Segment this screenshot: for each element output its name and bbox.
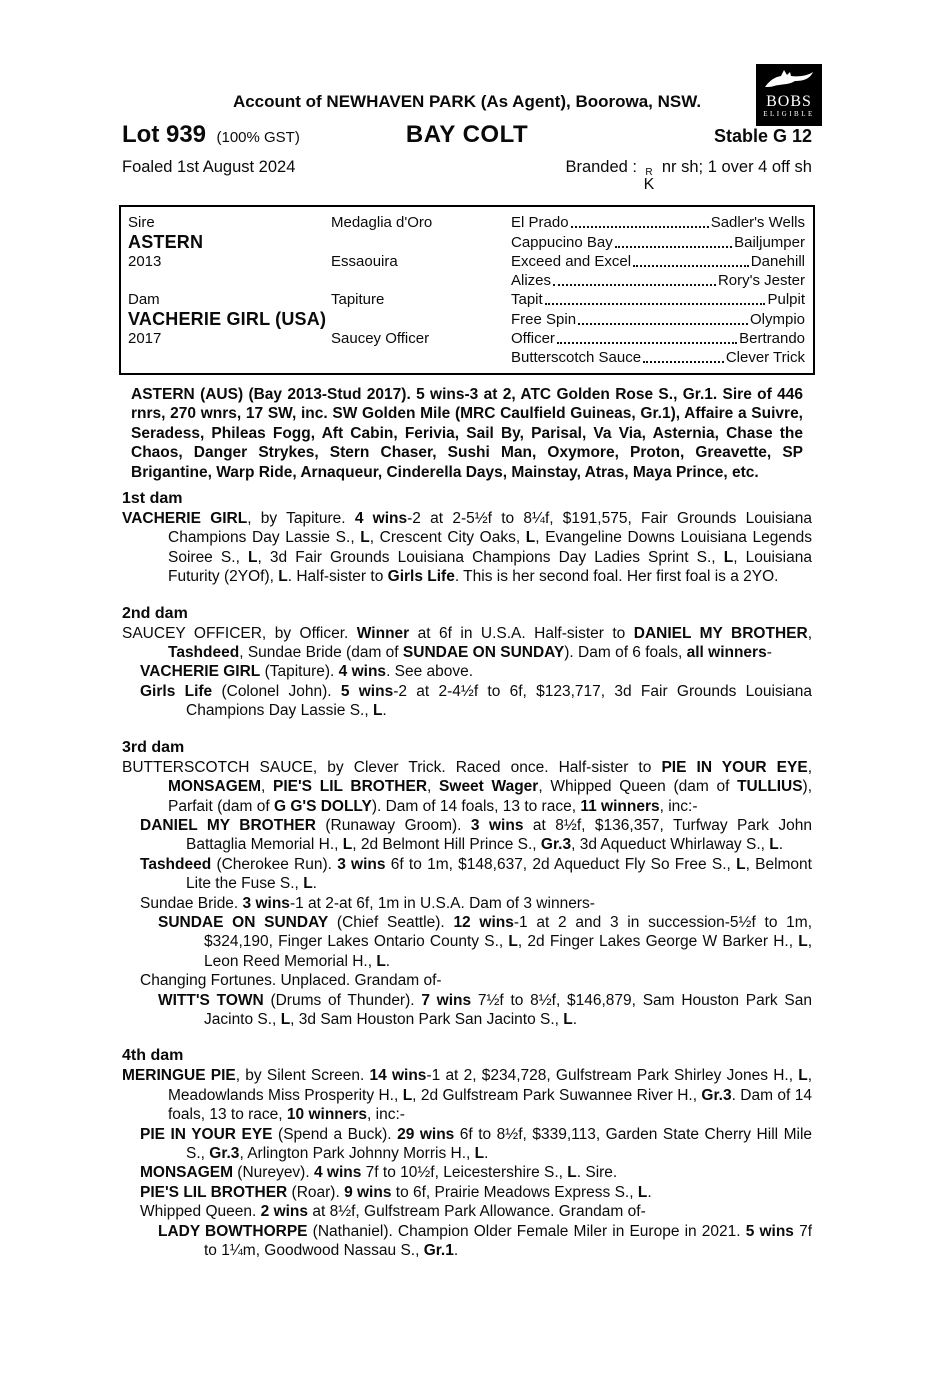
dot-leader (571, 226, 709, 228)
section-1st-dam (122, 489, 812, 587)
dot-leader (557, 342, 737, 344)
pedigree-entry: PIE'S LIL BROTHER (Roar). 9 wins to 6f, Prairie Meadows Express S., L. (140, 1183, 652, 1201)
dot-leader (578, 323, 748, 325)
pedigree-entry: WITT'S TOWN (Drums of Thunder). 7 wins 7½f to 8½f, $146,879, Sam Houston Park San Jacinto S., L, 3d Sam Houston Park San Jacinto S., L. (158, 991, 812, 1028)
bobs-logo-text: BOBS (766, 93, 812, 110)
gst-note: (100% GST) (216, 129, 300, 146)
pedigree-entry: SUNDAE ON SUNDAY (Chief Seattle). 12 wins-1 at 2 and 3 in succession-5½f to 1m, $324,190, Finger Lakes Ontario County S., L, 2d Finger Lakes George W Barker H., L, Leon Reed Memorial H., L. (158, 913, 812, 970)
sire-label: Sire (128, 213, 155, 231)
dam-year: 2017 (128, 330, 162, 348)
dam-of-sire: Essaouira (331, 253, 398, 271)
dam-name: VACHERIE GIRL (USA) (128, 308, 327, 329)
dam-of-dam: Saucey Officer (331, 330, 430, 348)
pedigree-leader-row: Officer Bertrando (511, 330, 805, 348)
pedigree-table (119, 205, 815, 375)
pedigree-entry: DANIEL MY BROTHER (Runaway Groom). 3 wins at 8½f, $136,357, Turfway Park John Battaglia Memorial H., L, 2d Belmont Hill Prince S., Gr.3, 3d Aqueduct Whirlaway S., L. (140, 816, 812, 854)
section-heading: 2nd dam (122, 604, 188, 622)
pedigree-entry: Sundae Bride. 3 wins-1 at 2-at 6f, 1m in U.S.A. Dam of 3 winners- (140, 894, 595, 912)
lot-row (122, 121, 812, 149)
pedigree-entry: BUTTERSCOTCH SAUCE, by Clever Trick. Raced once. Half-sister to PIE IN YOUR EYE, MONSAGEM, PIE'S LIL BROTHER, Sweet Wager, Whipped Queen (dam of TULLIUS), Parfait (dam of G G'S DOLLY). Dam of 14 foals, 13 to race, 11 winners, inc:- (122, 758, 812, 815)
sire-year: 2013 (128, 253, 162, 271)
pedigree-leader-row: Cappucino Bay Bailjumper (511, 233, 805, 251)
dot-leader (615, 246, 732, 248)
pedigree-entry: Tashdeed (Cherokee Run). 3 wins 6f to 1m, $148,637, 2d Aqueduct Fly So Free S., L, Belmont Lite the Fuse S., L. (140, 855, 812, 893)
bobs-logo-subtext: ELIGIBLE (763, 110, 815, 118)
pedigree-entry: SAUCEY OFFICER, by Officer. Winner at 6f in U.S.A. Half-sister to DANIEL MY BROTHER, Tashdeed, Sundae Bride (dam of SUNDAE ON SUNDAY). Dam of 6 foals, all winners- (122, 624, 812, 662)
pedigree-leader-row: Butterscotch Sauce Clever Trick (511, 349, 805, 367)
account-line: Account of NEWHAVEN PARK (As Agent), Boorowa, NSW. (232, 92, 702, 111)
dam-label: Dam (128, 290, 160, 308)
section-3rd-dam (122, 738, 812, 1030)
pedigree-entry: VACHERIE GIRL, by Tapiture. 4 wins-2 at 2-5½f to 8¼f, $191,575, Fair Grounds Louisiana Champions Day Lassie S., L, Crescent City Oaks, L, Evangeline Downs Louisiana Legends Soiree S., L, 3d Fair Grounds Louisiana Champions Day Ladies Sprint S., L, Louisiana Futurity (2YOf), L. Half-sister to Girls Life. This is her second foal. Her first foal is a 2YO. (122, 510, 812, 586)
section-heading: 3rd dam (122, 738, 185, 756)
pedigree-leader-row: Exceed and Excel Danehill (511, 253, 805, 271)
branded-prefix: Branded : (565, 158, 638, 176)
section-heading: 4th dam (122, 1047, 184, 1065)
stable-number: Stable G 12 (713, 126, 812, 146)
pedigree-entry: VACHERIE GIRL (Tapiture). 4 wins. See above. (140, 663, 474, 681)
brand-glyph: R K (643, 167, 655, 193)
branded-suffix: nr sh; 1 over 4 off sh (661, 158, 812, 176)
section-4th-dam (122, 1046, 812, 1260)
foal-row (122, 157, 812, 192)
section-heading: 1st dam (122, 490, 183, 508)
pedigree-entry: MERINGUE PIE, by Silent Screen. 14 wins-1 at 2, $234,728, Gulfstream Park Shirley Jones H., L, Meadowlands Miss Prosperity H., L, 2d Gulfstream Park Suwannee River H., Gr.3. Dam of 14 foals, 13 to race, 10 winners, inc:- (122, 1067, 813, 1124)
page-content (122, 0, 812, 1260)
pedigree-entry: Changing Fortunes. Unplaced. Grandam of- (140, 972, 442, 990)
pedigree-entry: Whipped Queen. 2 wins at 8½f, Gulfstream Park Allowance. Grandam of- (140, 1203, 646, 1221)
pedigree-leader-row: Tapit Pulpit (511, 290, 805, 308)
pedigree-entry: Girls Life (Colonel John). 5 wins-2 at 2-4½f to 6f, $123,717, 3d Fair Grounds Louisiana Champions Day Lassie S., L. (140, 682, 812, 720)
lot-number: Lot 939 (122, 121, 207, 148)
horse-title: BAY COLT (405, 121, 529, 148)
pedigree-leader-row: El Prado Sadler's Wells (511, 213, 805, 231)
sire-of-dam: Tapiture (331, 290, 385, 308)
pedigree-entry: MONSAGEM (Nureyev). 4 wins 7f to 10½f, Leicestershire S., L. Sire. (140, 1164, 618, 1182)
section-2nd-dam (122, 604, 812, 721)
dot-leader (553, 284, 716, 286)
pedigree-entry: LADY BOWTHORPE (Nathaniel). Champion Older Female Miler in Europe in 2021. 5 wins 7f to 1¼m, Goodwood Nassau S., Gr.1. (158, 1222, 812, 1260)
pedigree-leader-row: Free Spin Olympio (511, 310, 805, 328)
pedigree-leader-row: Alizes Rory's Jester (511, 272, 805, 290)
dot-leader (643, 361, 724, 363)
foaled-date: Foaled 1st August 2024 (122, 158, 296, 176)
lot-left (122, 121, 406, 149)
sire-summary: ASTERN (AUS) (Bay 2013-Stud 2017). 5 wins-3 at 2, ATC Golden Rose S., Gr.1. Sire of 446 rnrs, 270 wnrs, 17 SW, inc. SW Golden Mile (MRC Caulfield Guineas, Gr.1), Affaire a Suivre, Seradess, Phileas Fogg, Aft Cabin, Ferivia, Sail By, Parisal, Va Via, Asternia, Chase the Chaos, Danger Strykes, Stern Chaser, Sushi Man, Oxymore, Proton, Greavette, SP Brigantine, Warp Ride, Arnaqueur, Cinderella Days, Mainstay, Atras, Maya Prince, etc. (131, 386, 803, 481)
branded-info (565, 157, 812, 192)
dot-leader (545, 303, 766, 305)
sire-of-sire: Medaglia d'Oro (331, 213, 433, 231)
sire-name: ASTERN (128, 231, 204, 252)
pedigree-entry: PIE IN YOUR EYE (Spend a Buck). 29 wins 6f to 8½f, $339,113, Garden State Cherry Hill Mile S., Gr.3, Arlington Park Johnny Morris H., L. (140, 1125, 813, 1162)
dot-leader (633, 265, 749, 267)
